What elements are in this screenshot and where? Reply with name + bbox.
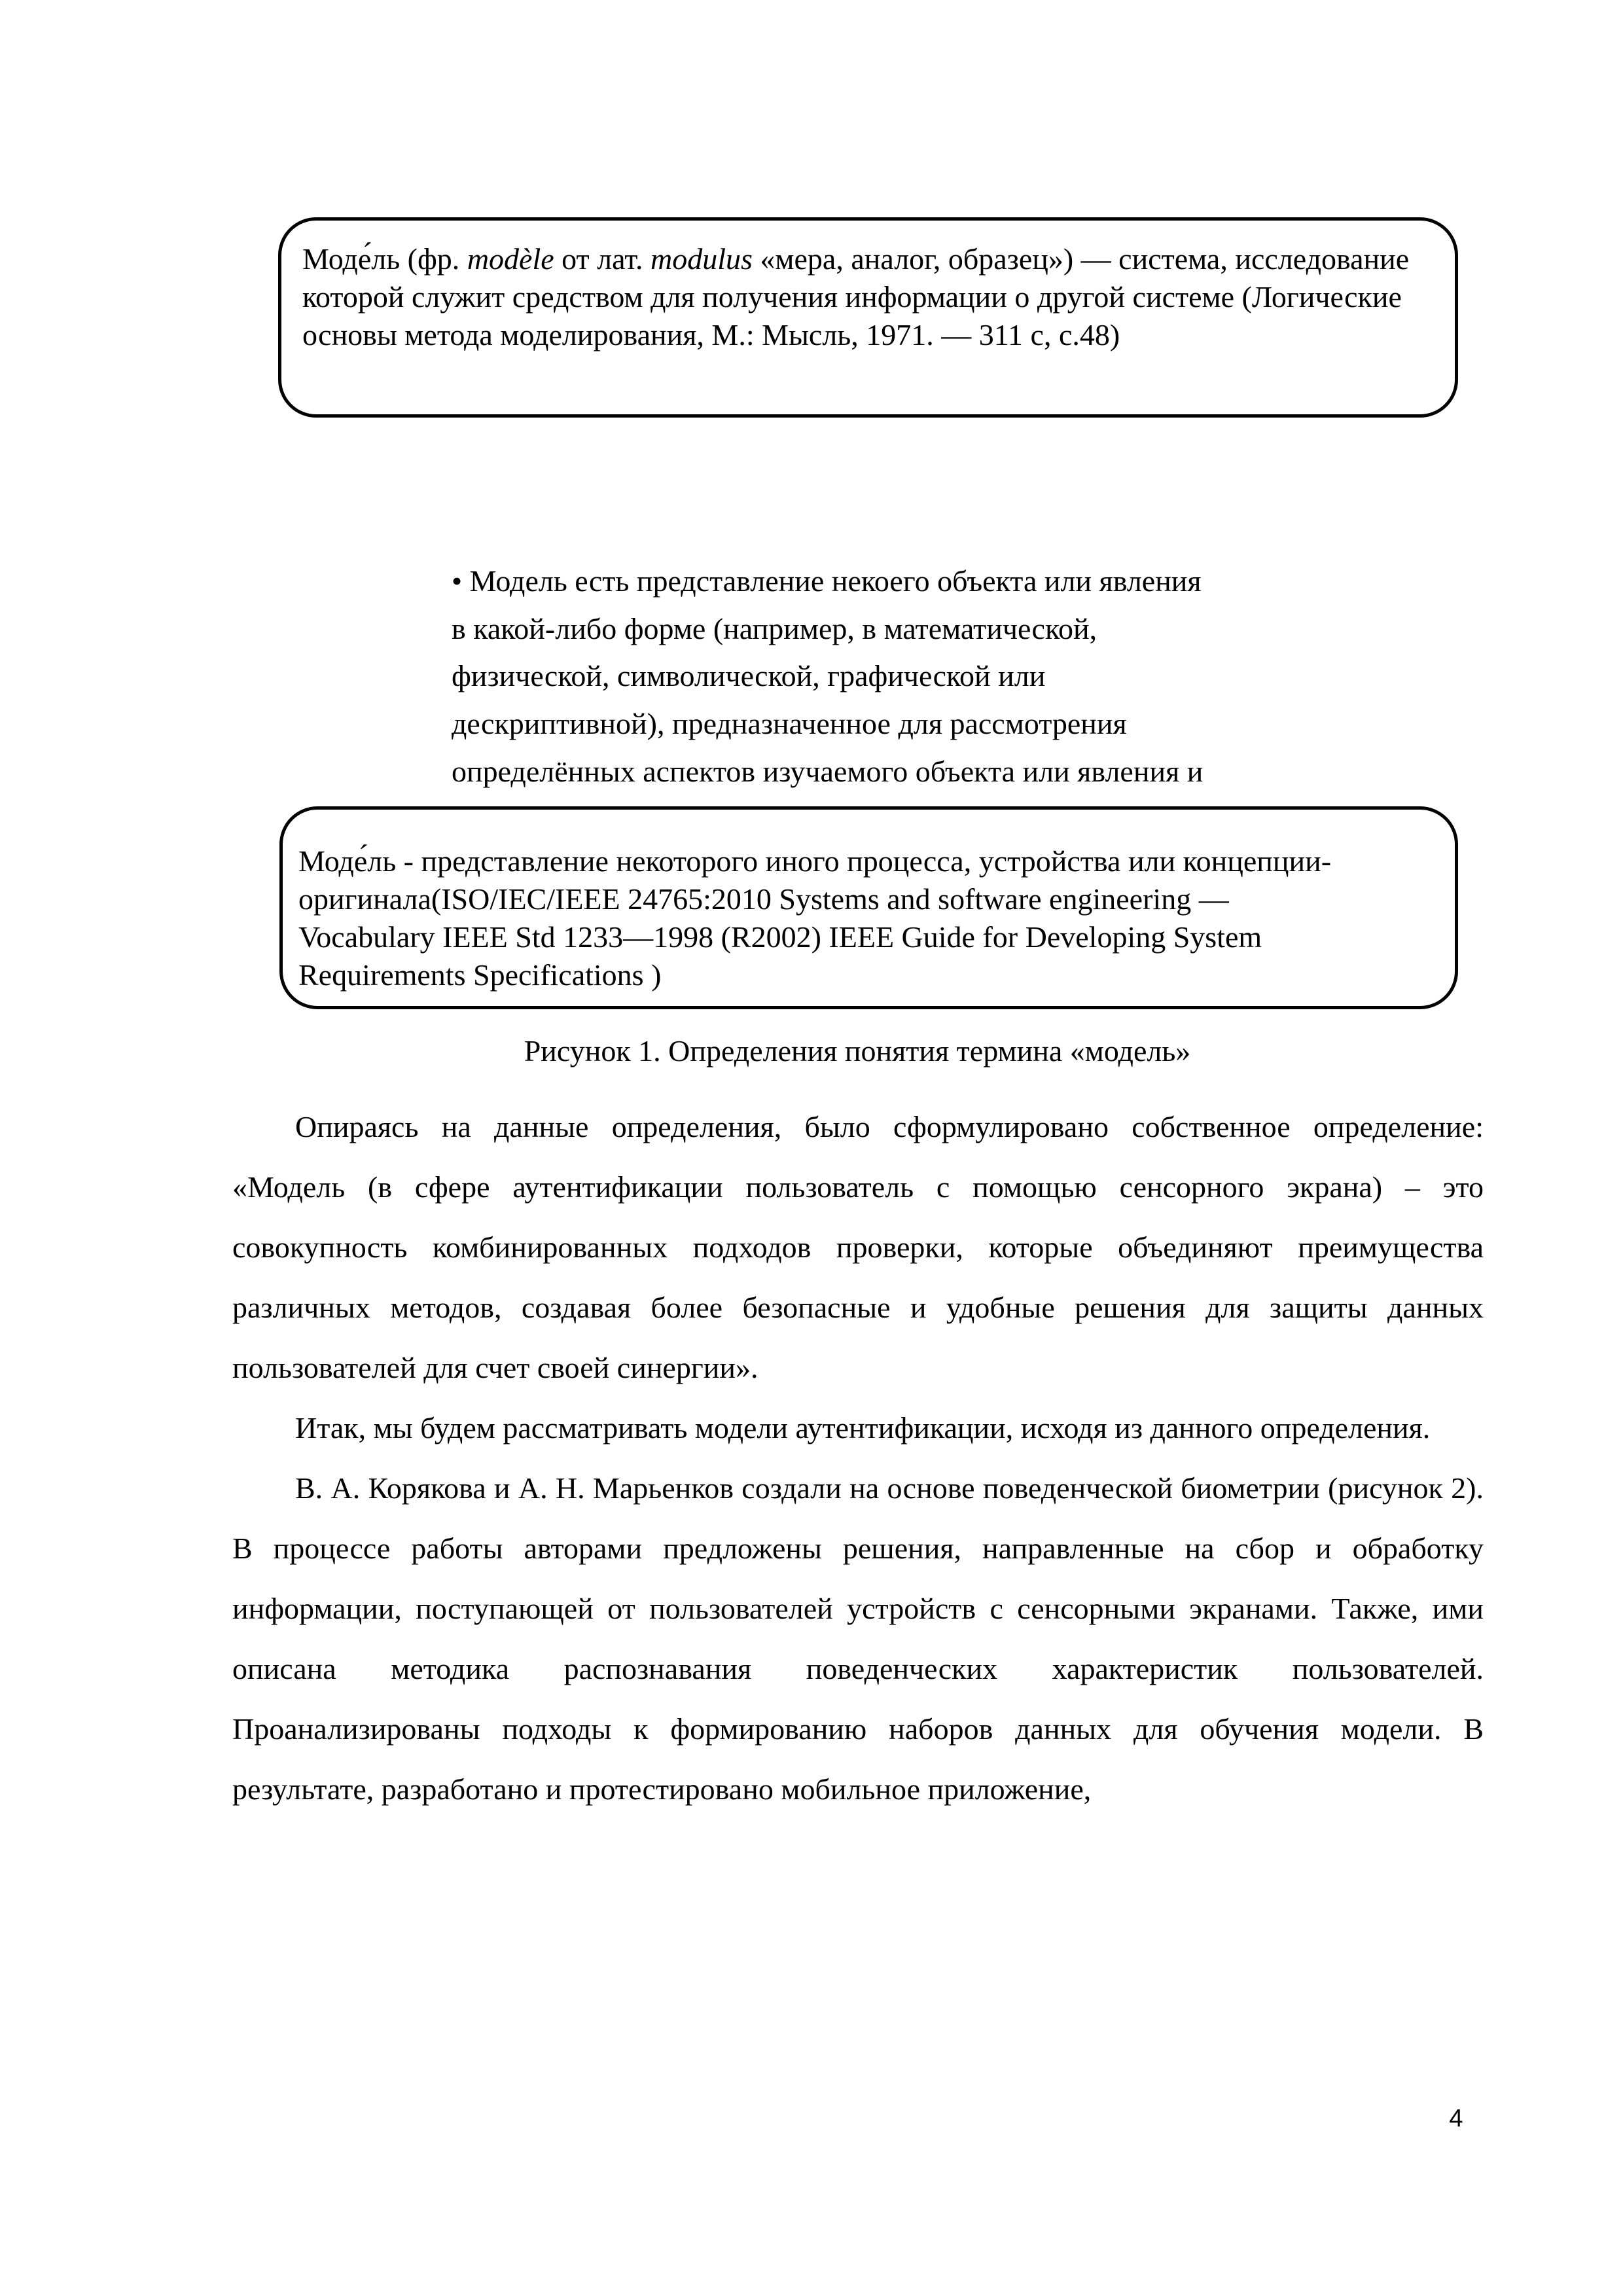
bullet-line-5: определённых аспектов изучаемого объекта или явления и <box>452 754 1204 788</box>
definition-box-3-text <box>298 842 1437 994</box>
bullet-line-1 <box>452 558 1294 605</box>
page-number: 4 <box>1449 2105 1463 2132</box>
definition-3-line-1: Моде́ль - представление некоторого иного процесса, устройства или концепции- <box>298 844 1332 878</box>
figure-caption: Рисунок 1. Определения понятия термина «модель» <box>524 1034 1191 1067</box>
body-paragraph-koryakova-maryenkov: В. А. Корякова и А. Н. Марьенков создали на основе поведенческой биометрии (рисунок 2). В процессе работы авторами предложены решения, направленные на сбор и обработку информации, поступающей от пользователей устройств с сенсорными экранами. Также, ими описана методика распознавания поведенческих характеристик пользователей. Проанализированы подходы к формированию наборов данных для обучения модели. В результате, разработано и протестировано мобильное приложение, <box>232 1471 1484 1806</box>
definition-box-iso-ieee <box>279 806 1458 1009</box>
definition-3-line-2: оригинала(ISO/IEC/IEEE 24765:2010 Systems and software engineering — <box>298 882 1229 916</box>
definition-1-part-3: «мера, аналог, образец») — система, исследование которой служит средством для получения информации о другой системе (Логические основы метода моделирования, М.: Мысль, 1971. — 311 с, с.48) <box>302 242 1410 351</box>
definition-box-philosophical <box>278 217 1458 418</box>
bullet-icon: • <box>452 564 463 598</box>
bullet-definition-paragraph <box>452 558 1294 843</box>
bullet-line-4: дескриптивной), предназначенное для рассмотрения <box>452 707 1127 741</box>
bullet-line-1-text: Модель есть представление некоего объекта или явления <box>469 564 1202 598</box>
definition-3-line-3: Vocabulary IEEE Std 1233—1998 (R2002) IEEE Guide for Developing System <box>298 920 1262 954</box>
definition-1-part-1: Моде́ль (фр. <box>302 242 467 276</box>
definition-1-italic-modulus: modulus <box>650 242 753 276</box>
definition-1-part-2: от лат. <box>554 242 651 276</box>
body-paragraph-own-definition: Опираясь на данные определения, было сформулировано собственное определение: «Модель (в сфере аутентификации пользователь с помощью сенсорного экрана) – это совокупность комбинированных подходов проверки, которые объединяют преимущества различных методов, создавая более безопасные и удобные решения для защиты данных пользователей для счет своей синергии». <box>232 1110 1484 1384</box>
definition-3-line-4: Requirements Specifications ) <box>298 958 662 992</box>
definition-1-italic-modele: modèle <box>467 242 554 276</box>
body-text-column <box>232 1097 1484 1820</box>
bullet-line-2: в какой-либо форме (например, в математической, <box>452 611 1097 645</box>
definition-box-1-text <box>302 240 1428 354</box>
bullet-line-3: физической, символической, графической или <box>452 659 1046 693</box>
body-paragraph-so-we-consider: Итак, мы будем рассматривать модели аутентификации, исходя из данного определения. <box>295 1411 1431 1444</box>
